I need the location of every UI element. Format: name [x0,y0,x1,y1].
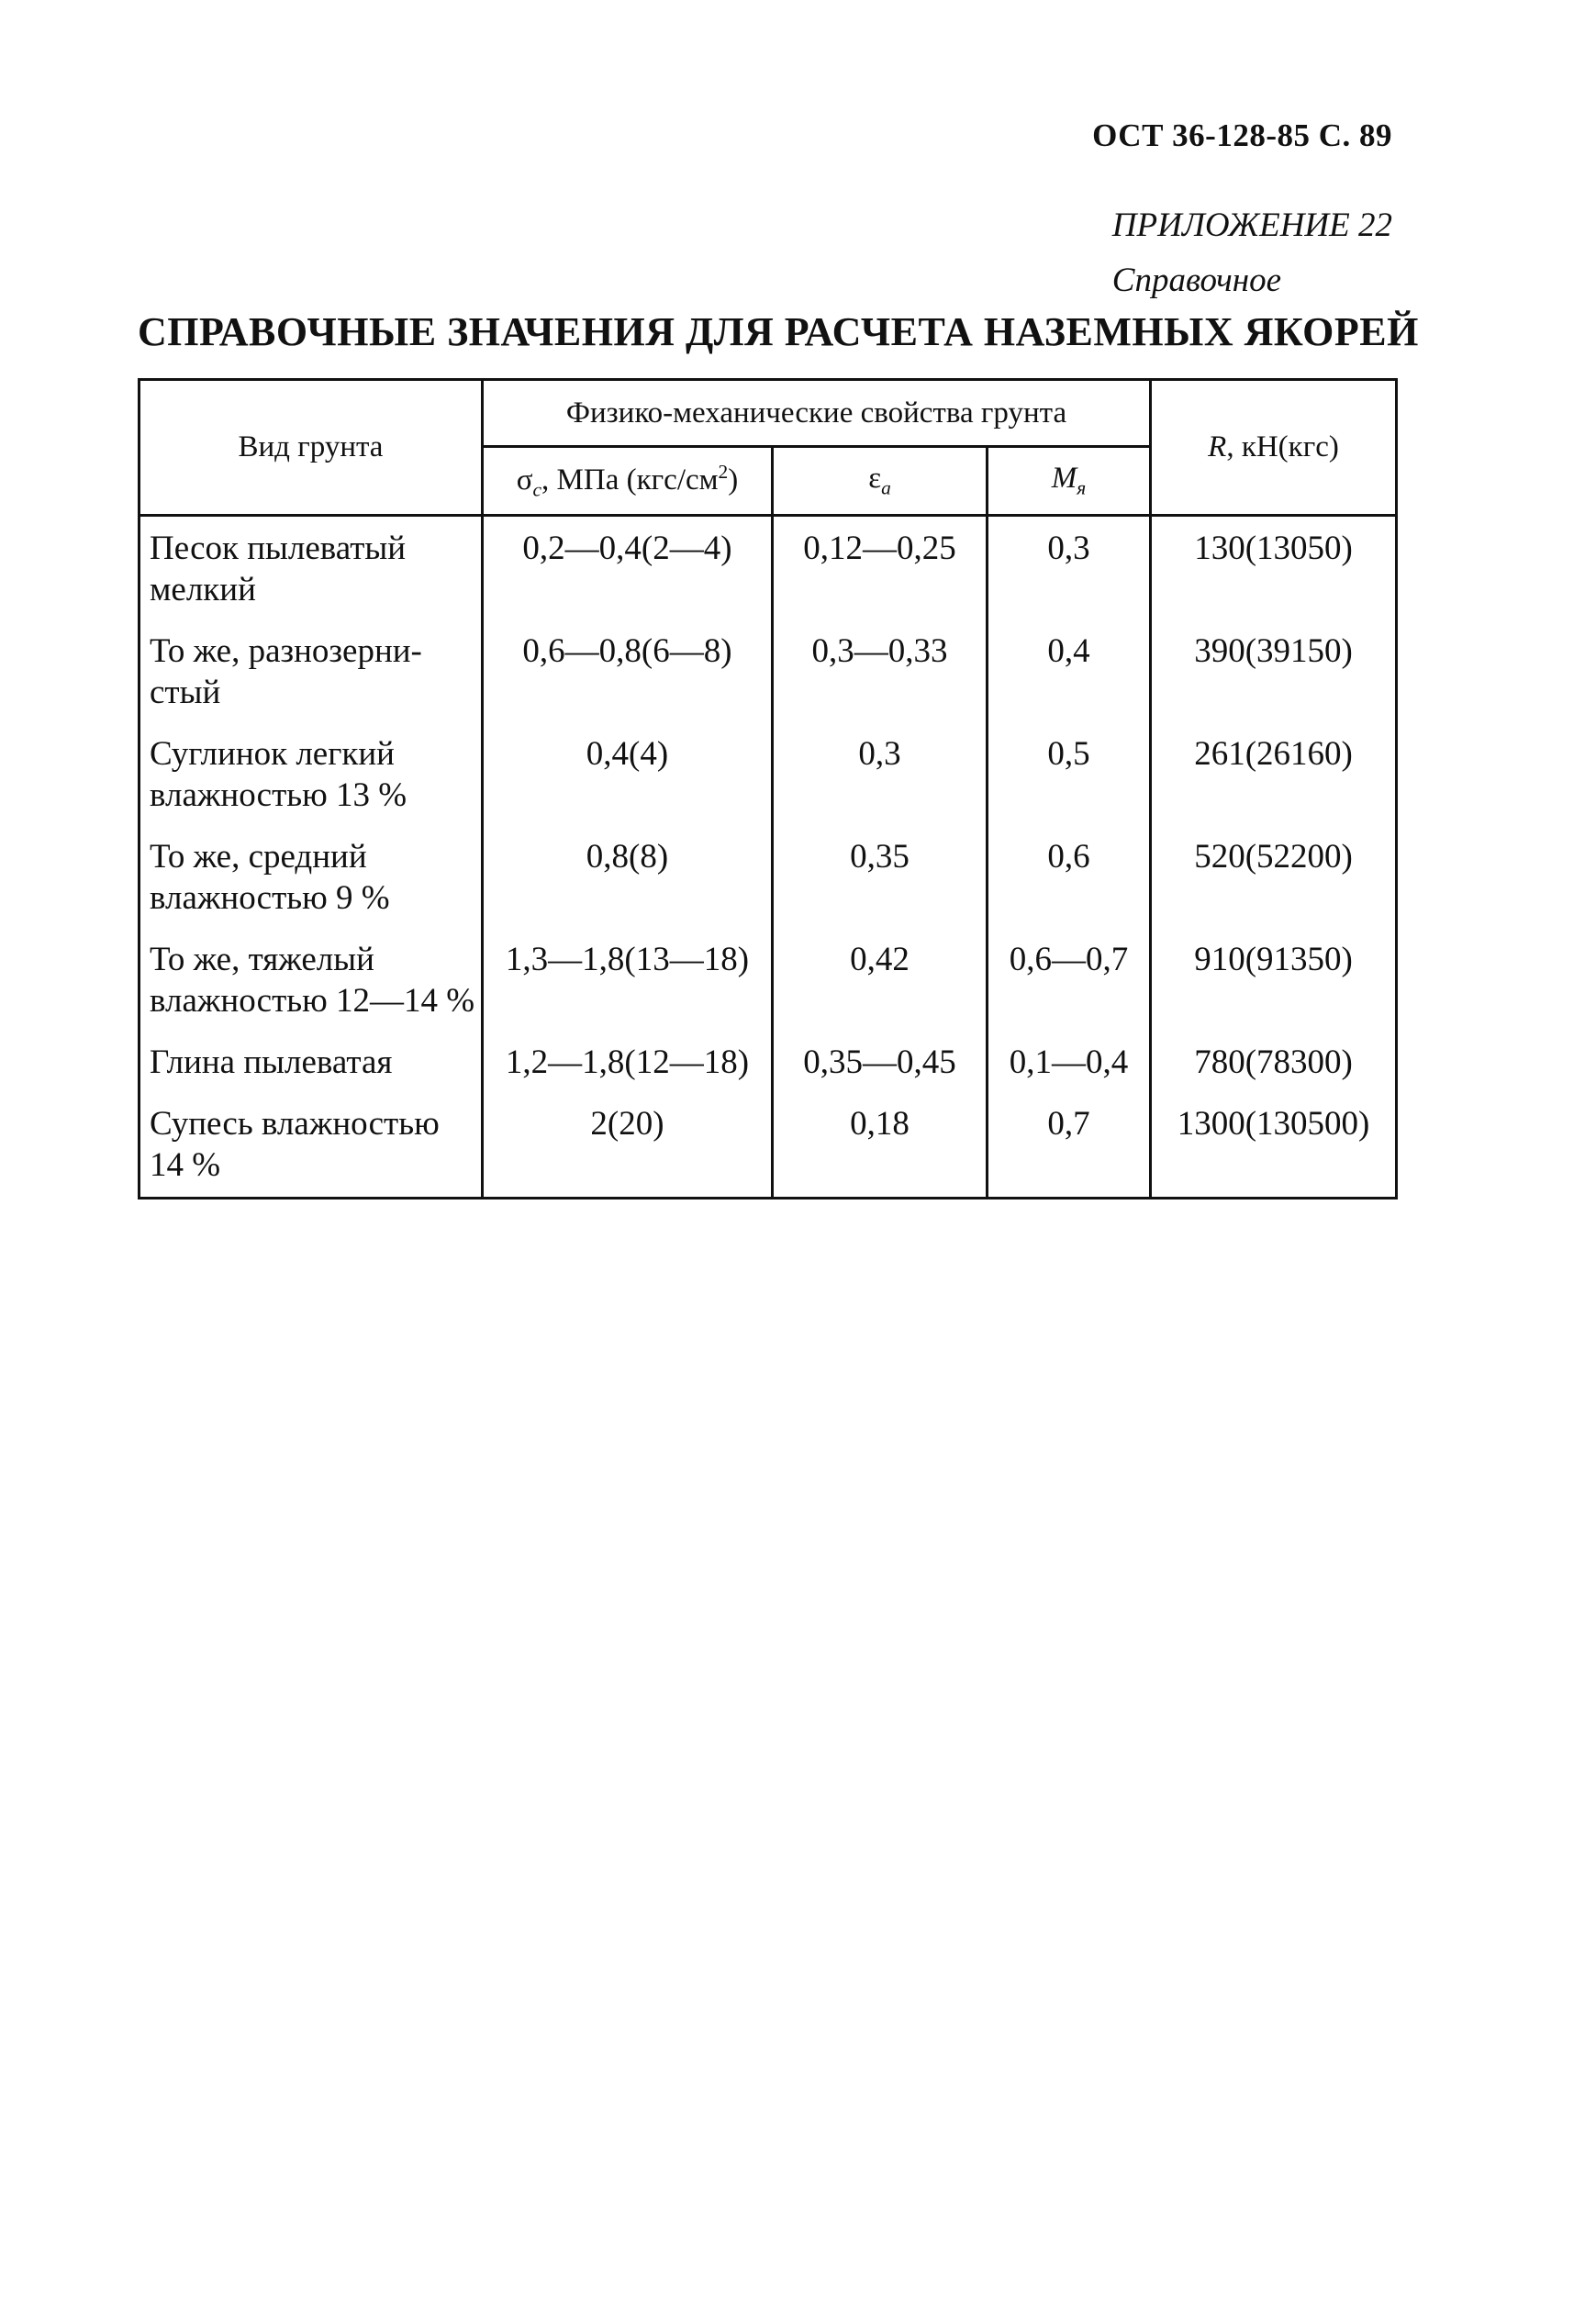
r-cell: 780(78300) [1151,1031,1397,1092]
m-symbol: М [1051,462,1077,496]
page-header: ОСТ 36-128-85 С. 89 [1092,117,1392,153]
epsilon-cell: 0,18 [773,1092,988,1199]
table-row [140,516,1397,620]
soil-name-cell: Глина пылеватая [140,1031,483,1092]
appendix-block [1112,198,1392,308]
sigma-cell: 0,2—0,4(2—4) [483,516,773,620]
epsilon-cell: 0,3—0,33 [773,619,988,722]
table-row [140,722,1397,825]
sigma-cell: 1,2—1,8(12—18) [483,1031,773,1092]
table-header-row [140,380,1397,447]
m-cell: 0,6—0,7 [988,928,1151,1031]
soil-properties-table [138,378,1398,1200]
soil-name-cell: То же, средний влажностью 9 % [140,825,483,928]
soil-name-cell: Песок пылеватый мелкий [140,516,483,620]
epsilon-cell: 0,3 [773,722,988,825]
r-cell: 390(39150) [1151,619,1397,722]
epsilon-subscript: а [881,476,891,499]
epsilon-cell: 0,42 [773,928,988,1031]
sigma-cell: 1,3—1,8(13—18) [483,928,773,1031]
sigma-superscript: 2 [718,460,729,483]
r-cell: 130(13050) [1151,516,1397,620]
m-cell: 0,3 [988,516,1151,620]
r-cell: 1300(130500) [1151,1092,1397,1199]
epsilon-cell: 0,12—0,25 [773,516,988,620]
sigma-cell: 0,4(4) [483,722,773,825]
soil-name-cell: То же, разнозернистый [140,619,483,722]
header-m [988,447,1151,516]
m-cell: 0,4 [988,619,1151,722]
soil-name-cell: Суглинок легкий влажностью 13 % [140,722,483,825]
table-row [140,928,1397,1031]
header-sigma [483,447,773,516]
epsilon-cell: 0,35—0,45 [773,1031,988,1092]
r-symbol: R [1208,430,1227,463]
epsilon-symbol: ε [868,462,882,496]
sigma-close: ) [728,463,739,497]
table-row [140,825,1397,928]
sigma-units: , МПа (кгс/см [541,463,719,497]
m-subscript: я [1077,476,1087,499]
m-cell: 0,7 [988,1092,1151,1199]
sigma-cell: 0,8(8) [483,825,773,928]
header-r-value [1151,380,1397,516]
header-soil-type: Вид грунта [140,380,483,516]
header-epsilon [773,447,988,516]
table-row [140,1031,1397,1092]
table-row [140,619,1397,722]
r-cell: 910(91350) [1151,928,1397,1031]
document-title: СПРАВОЧНЫЕ ЗНАЧЕНИЯ ДЛЯ РАСЧЕТА НАЗЕМНЫХ ЯКОРЕЙ [138,309,1419,354]
m-cell: 0,1—0,4 [988,1031,1151,1092]
appendix-type: Справочное [1111,262,1282,299]
table-row [140,1092,1397,1199]
sigma-symbol: σ [516,463,533,497]
m-cell: 0,6 [988,825,1151,928]
header-physical-properties: Физико-механические свойства грунта [483,380,1151,447]
epsilon-cell: 0,35 [773,825,988,928]
sigma-cell: 2(20) [483,1092,773,1199]
appendix-label: ПРИЛОЖЕНИЕ 22 [1111,206,1392,244]
r-units: , кН(кгс) [1226,430,1339,463]
soil-name-cell: То же, тяжелый влажностью 12—14 % [140,928,483,1031]
m-cell: 0,5 [988,722,1151,825]
soil-name-cell: Супесь влажностью 14 % [140,1092,483,1199]
r-cell: 520(52200) [1151,825,1397,928]
sigma-subscript: с [532,478,542,501]
r-cell: 261(26160) [1151,722,1397,825]
sigma-cell: 0,6—0,8(6—8) [483,619,773,722]
